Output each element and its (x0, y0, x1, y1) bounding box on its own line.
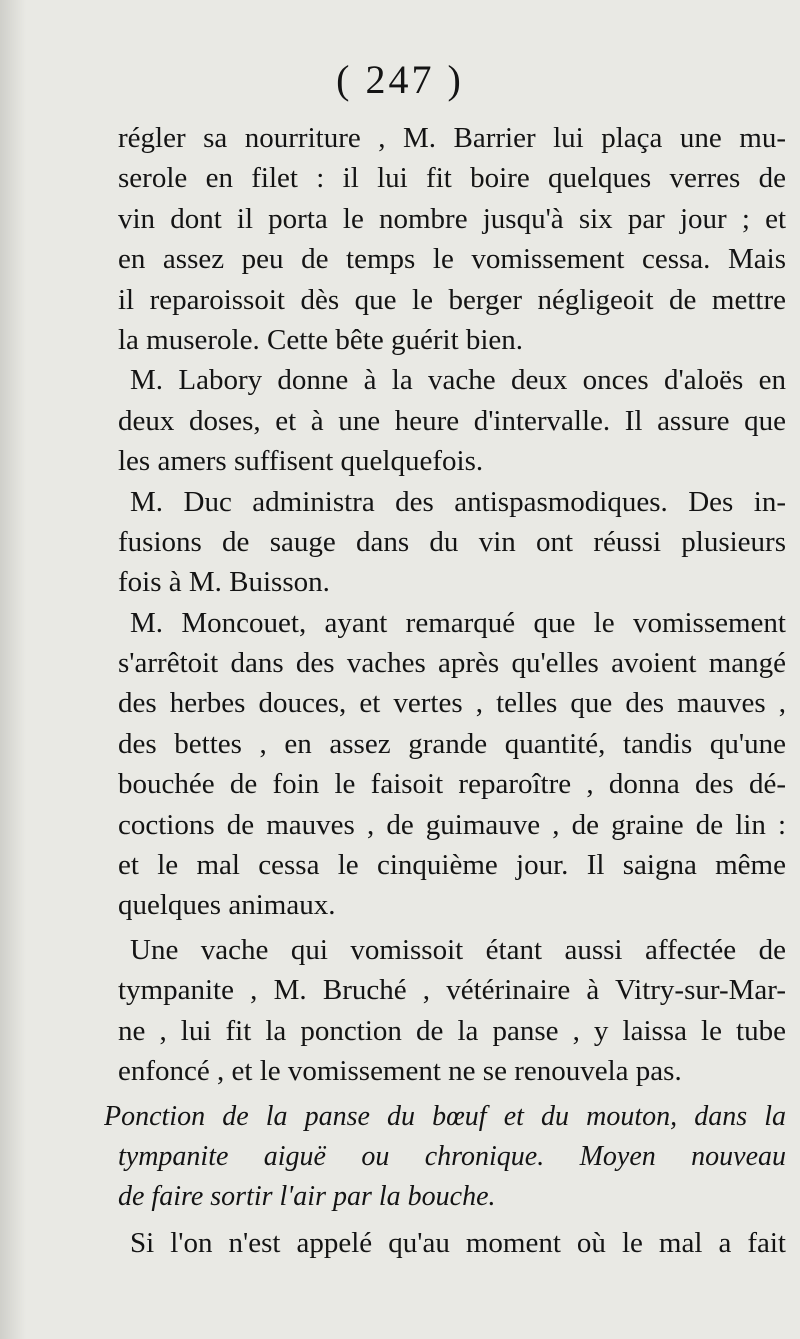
heading-line: tympanite aiguë ou chronique. Moyen nouveau (118, 1141, 786, 1173)
final-paragraph (118, 1223, 786, 1263)
text-line: fois à M. Buisson. (118, 566, 330, 599)
text-line: enfoncé , et le vomissement ne se renouvela pas. (118, 1054, 682, 1087)
section-heading (104, 1097, 786, 1217)
text-line: régler sa nourriture , M. Barrier lui plaça une mu- (118, 122, 786, 154)
text-line: Une vache qui vomissoit étant aussi affectée de (130, 933, 786, 966)
text-line: quelques animaux. (118, 889, 336, 922)
page-number: ( 247 ) (336, 57, 464, 102)
paragraph-1 (118, 118, 786, 360)
text-line: s'arrêtoit dans des vaches après qu'elles avoient mangé (118, 647, 786, 680)
text-block (104, 118, 786, 1264)
text-line: deux doses, et à une heure d'intervalle. Il assure que (118, 404, 786, 437)
text-line: bouchée de foin le faisoit reparoître , donna des dé- (118, 768, 786, 801)
text-line: la muserole. Cette bête guérit bien. (118, 323, 524, 356)
heading-line: de faire sortir l'air par la bouche. (118, 1181, 496, 1213)
text-line: Si l'on n'est appelé qu'au moment où le mal a fait (130, 1227, 786, 1260)
text-line: des bettes , en assez grande quantité, tandis qu'une (118, 727, 786, 760)
text-line: ne , lui fit la ponction de la panse , y laissa le tube (118, 1014, 786, 1047)
text-line: fusions de sauge dans du vin ont réussi plusieurs (118, 525, 786, 558)
text-line: des herbes douces, et vertes , telles que des mauves , (118, 687, 786, 720)
text-line: serole en filet : il lui fit boire quelques verres de (118, 162, 786, 195)
text-line: M. Duc administra des antispasmodiques. Des in- (130, 485, 786, 518)
page-edge-shadow (0, 0, 26, 1339)
text-line: tympanite , M. Bruché , vétérinaire à Vitry-sur-Mar- (118, 974, 786, 1007)
heading-line: Ponction de la panse du bœuf et du mouton, dans la (104, 1101, 786, 1133)
text-line: M. Labory donne à la vache deux onces d'aloës en (130, 364, 786, 397)
text-line: et le mal cessa le cinquième jour. Il saigna même (118, 849, 786, 882)
text-line: en assez peu de temps le vomissement cessa. Mais (118, 243, 786, 276)
text-line: coctions de mauves , de guimauve , de graine de lin : (118, 808, 786, 841)
paragraph-3 (118, 482, 786, 603)
paragraph-2 (118, 360, 786, 481)
text-line: les amers suffisent quelquefois. (118, 445, 484, 478)
paragraph-4 (118, 603, 786, 926)
paragraph-5 (118, 930, 786, 1092)
text-line: vin dont il porta le nombre jusqu'à six par jour ; et (118, 202, 786, 235)
text-line: il reparoissoit dès que le berger négligeoit de mettre (118, 283, 786, 316)
text-line: M. Moncouet, ayant remarqué que le vomissement (130, 606, 786, 639)
